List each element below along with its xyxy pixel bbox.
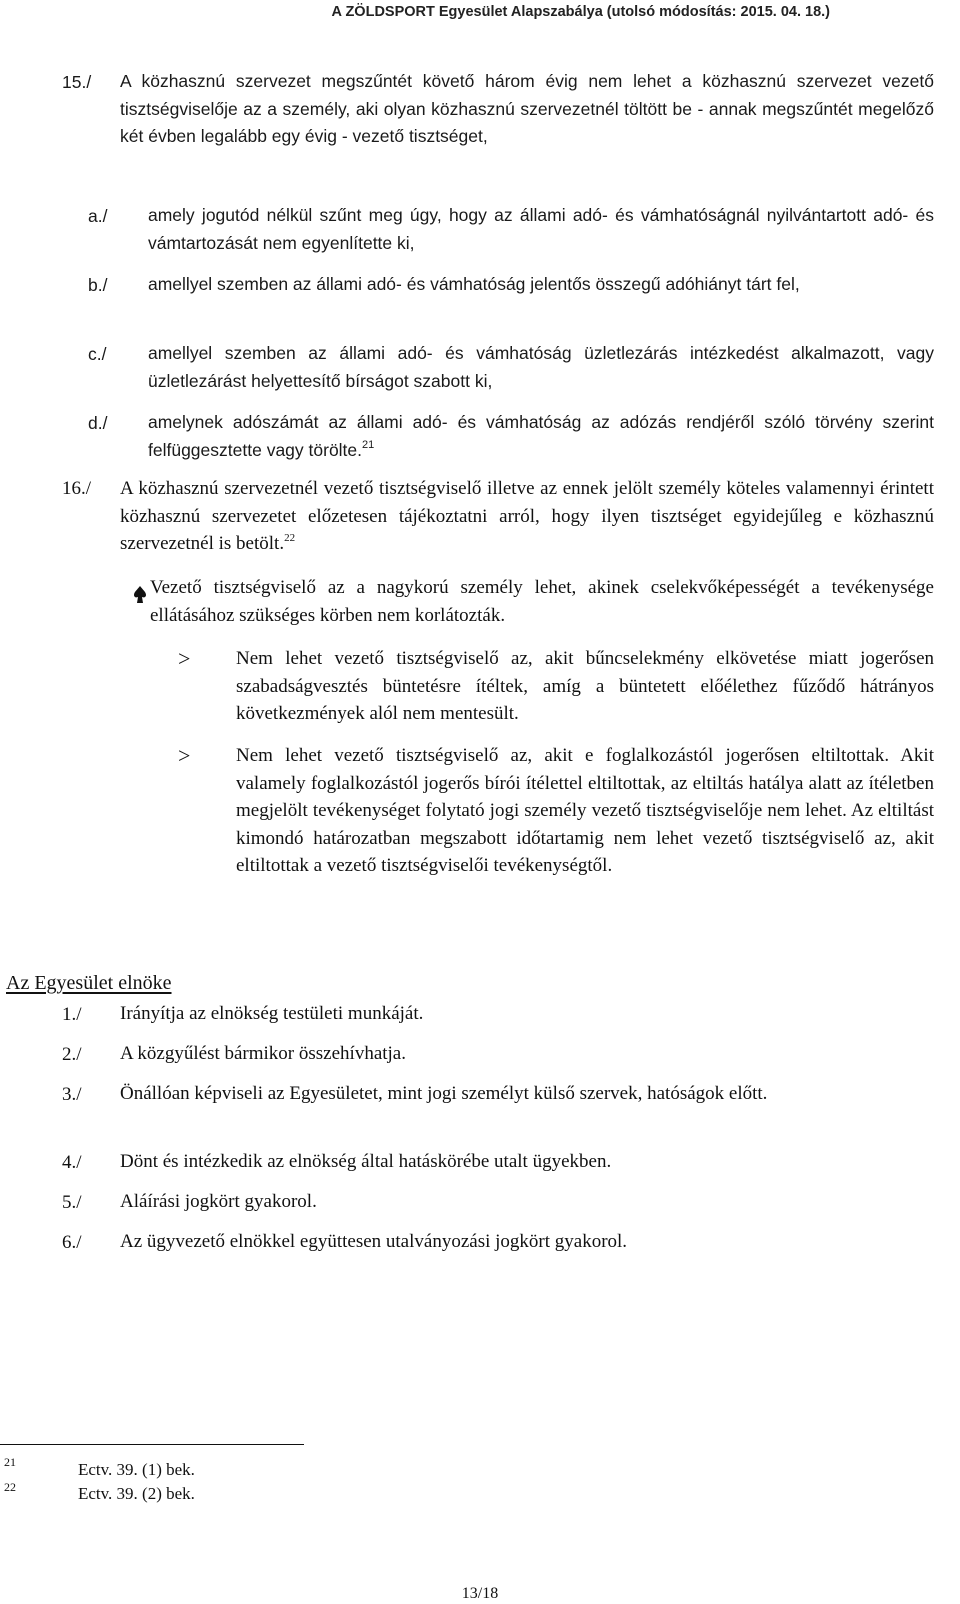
footnote-number-22: 22	[4, 1480, 16, 1494]
paragraph-number-15: 15./	[62, 72, 92, 92]
footnote-text-22: Ectv. 39. (2) bek.	[78, 1484, 195, 1503]
president-item-number-2: 2./	[62, 1044, 82, 1065]
president-item-number-5: 5./	[62, 1192, 82, 1213]
footnote-number-21: 21	[4, 1455, 16, 1469]
footnote-ref-21[interactable]: 21	[362, 438, 375, 451]
bullet-text: Vezető tisztségviselő az a nagykorú személy lehet, akinek cselekvőképességét a tevékenysége ellátásához szükséges körben nem korlátozták.	[150, 577, 934, 626]
item-text-d-body: amelynek adószámát az állami adó- és vámhatóság az adózás rendjéről szóló törvény szerint felfüggesztette vagy törölte.	[148, 412, 934, 460]
item-label-a: a./	[88, 206, 108, 226]
president-item-text-4: Dönt és intézkedik az elnökség által hatáskörébe utalt ügyekben.	[120, 1151, 612, 1172]
president-item-number-6: 6./	[62, 1232, 82, 1253]
section-heading-president: Az Egyesület elnöke	[6, 972, 172, 994]
president-item-number-3: 3./	[62, 1084, 82, 1105]
item-label-b: b./	[88, 275, 108, 295]
president-item-text-3: Önállóan képviseli az Egyesületet, mint jogi személyt külső szervek, hatóságok előtt.	[120, 1083, 768, 1104]
item-label-c: c./	[88, 344, 107, 364]
footnote-text-21: Ectv. 39. (1) bek.	[78, 1460, 195, 1479]
club-bullet-icon	[134, 586, 146, 604]
item-text-d	[148, 409, 934, 464]
paragraph-16-body: A közhasznú szervezetnél vezető tisztségviselő illetve az ennek jelölt személy köteles valamennyi érintett közhasznú szervezetet előzetesen tájékoztatni arról, hogy ilyen tisztséget egyidejűleg e közhasznú szervezetnél is betölt.	[120, 478, 934, 554]
sub-item-1-text: Nem lehet vezető tisztségviselő az, akit bűncselekmény elkövetése miatt jogerősen szabadságvesztés büntetésre ítéltek, amíg a büntetett előélethez fűződő hátrányos következmények alól nem mentesült.	[236, 648, 934, 724]
sub-item-2-text: Nem lehet vezető tisztségviselő az, akit e foglalkozástól jogerősen eltiltottak. Akit valamely foglalkozástól jogerős bírói ítélettel eltiltottak, az eltiltás hatálya alatt az ítéletben megjelölt tevékenységet folytató jogi személy vezető tisztségviselője nem lehet. Az eltiltást kimondó határozatban megszabott időtartamig nem lehet vezető tisztségviselő az, akit eltiltottak a vezető tisztségviselői tevékenységtől.	[236, 745, 934, 876]
president-item-text-2: A közgyűlést bármikor összehívhatja.	[120, 1043, 406, 1064]
item-text-b: amellyel szemben az állami adó- és vámhatóság jelentős összegű adóhiányt tárt fel,	[148, 274, 800, 294]
item-label-d: d./	[88, 413, 108, 433]
paragraph-15-text: A közhasznú szervezet megszűntét követő három évig nem lehet a közhasznú szervezet vezető tisztségviselője az a személy, aki olyan közhasznú szervezetnél töltött be - annak megszűntét megelőző két évben legalább egy évig - vezető tisztséget,	[120, 71, 934, 146]
page-number: 13/18	[461, 1585, 499, 1602]
item-text-a: amely jogutód nélkül szűnt meg úgy, hogy az állami adó- és vámhatóságnál nyilvántartott adó- és vámtartozását nem egyenlítette ki,	[148, 205, 934, 253]
president-item-text-5: Aláírási jogkört gyakorol.	[120, 1191, 317, 1212]
president-item-text-1: Irányítja az elnökség testületi munkáját.	[120, 1003, 424, 1024]
footnote-ref-22[interactable]: 22	[284, 532, 296, 544]
president-item-number-1: 1./	[62, 1004, 82, 1025]
paragraph-16-text	[120, 475, 934, 558]
president-item-text-6: Az ügyvezető elnökkel együttesen utalványozási jogkört gyakorol.	[120, 1231, 628, 1252]
item-text-c: amellyel szemben az állami adó- és vámhatóság üzletlezárás intézkedést alkalmazott, vagy üzletlezárást helyettesítő bírságot szabott ki,	[148, 343, 934, 391]
document-header: A ZÖLDSPORT Egyesület Alapszabálya (utolsó módosítás: 2015. 04. 18.)	[331, 4, 830, 20]
president-item-number-4: 4./	[62, 1152, 82, 1173]
sub-item-marker-2: >	[178, 743, 191, 768]
sub-item-marker-1: >	[178, 646, 191, 671]
paragraph-number-16: 16./	[62, 478, 92, 499]
footnote-separator	[0, 1444, 304, 1445]
